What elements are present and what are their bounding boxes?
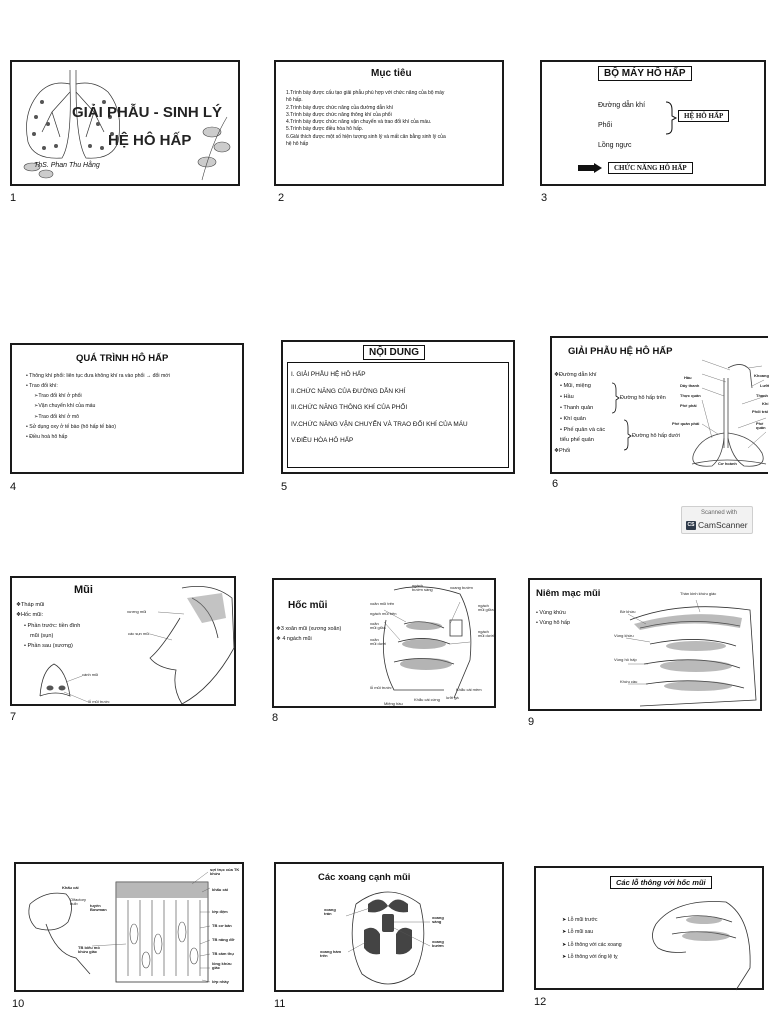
slide-9-number: 9 (528, 716, 535, 728)
slide-8: Hốc mũi ❖3 xoăn mũi (xương xoăn) ❖ 4 ngách mũi ngách bướm sàng xoang bướm xoăn mũi trên ngách mũi trên ngách mũi giữa xoăn mũi giữa xoăn mũi dưới ngách mũi dưới lỗ mũi trước lưỡi gà Miệng hầu Khẩu cái cứng Khẩu cái mềm (272, 578, 496, 708)
slide-10-olfactory-diagram (16, 864, 246, 994)
slide-11: Các xoang cạnh mũi xoang trán xoang sàng xoang bướm xoang hàm trên (274, 862, 504, 992)
slide-3-item-1: Đường dẫn khí (598, 102, 646, 109)
watermark-brand: CamScanner (698, 520, 748, 530)
slide-9-items: • Vùng khứu • Vùng hô hấp (536, 610, 570, 627)
slide-8-items: ❖3 xoăn mũi (xương xoăn) ❖ 4 ngách mũi (276, 626, 342, 643)
slide-6: GIẢI PHẪU HỆ HÔ HẤP ❖Đường dẫn khí • Mũi, miệng • Hầu • Thanh quản • Khí quản • Phế quản và các tiểu phế quản ❖Phổi Đường hô hấp trên Đường hô hấp dưới Hầu Dây thanh Thực quản Phế phải Phế quản phải Khoang Lưỡi Thanh Khí Phổi trái Phế quản Cơ hoành (550, 336, 768, 474)
slide-7-number: 7 (10, 711, 17, 723)
slide-6-title: GIẢI PHẪU HỆ HÔ HẤP (568, 346, 673, 357)
slide-1 (10, 60, 240, 186)
slide-3 (540, 60, 766, 186)
slide-3-box-system: HỆ HÔ HẤP (678, 110, 729, 122)
slide-4-number: 4 (10, 481, 17, 493)
slide-6-number: 6 (552, 478, 559, 490)
slide-9-title: Niêm mạc mũi (536, 588, 601, 599)
slide-12-items: ➤ Lỗ mũi trước ➤ Lỗ mũi sau ➤ Lỗ thông với các xoang ➤ Lỗ thông với ống lệ tỵ (562, 917, 622, 961)
slide-7-title: Mũi (74, 584, 93, 596)
slide-4 (10, 343, 244, 474)
slide-12-number: 12 (534, 996, 547, 1008)
slide-11-number: 11 (274, 998, 286, 1010)
slide-10-number: 10 (12, 998, 25, 1010)
slide-9: Niêm mạc mũi • Vùng khứu • Vùng hô hấp Bờ khứu Vùng khứu Vùng hô hấp Khứu cầu Thần kinh khứu giác (528, 578, 762, 711)
slide-8-title: Hốc mũi (288, 600, 328, 611)
slide-7-items: ❖Tháp mũi ❖Hốc mũi: • Phần trước: tiền đình mũi (sụn) • Phần sau (xương) (16, 602, 81, 650)
slide-2-objectives: 1.Trình bày được cấu tạo giải phẫu phù hợp với chức năng của bộ máy hô hấp. 2.Trình bày được chức năng của đường dẫn khí 3.Trình bày được chức năng thông khí của phổi 4.Trình bày được chức năng vận chuyển và trao đổi khí của máu. 5.Trình bày được điều hòa hô hấp. 6.Giải thích được một số hiện tượng sinh lý và mất cân bằng sinh lý của hệ hô hấp (286, 90, 446, 147)
slide-12-openings-diagram (536, 868, 766, 992)
slide-1-title-line2: HỆ HÔ HẤP (108, 132, 192, 149)
slide-5-list: I. GIẢI PHẪU HỆ HÔ HẤP II.CHỨC NĂNG CỦA ĐƯỜNG DẪN KHÍ III.CHỨC NĂNG THÔNG KHÍ CỦA PHỔI IV.CHỨC NĂNG VẬN CHUYỂN VÀ TRAO ĐỔI KHÍ CỦA MÁU V.ĐIỀU HÒA HÔ HẤP (287, 362, 509, 468)
slide-6-lower-tract: Đường hô hấp dưới (632, 433, 680, 439)
slide-3-item-2: Phổi (598, 122, 613, 129)
slide-5-number: 5 (281, 481, 288, 493)
slide-4-title: QUÁ TRÌNH HÔ HẤP (76, 353, 169, 364)
slide-8-number: 8 (272, 712, 279, 724)
camscanner-logo-icon: CS (687, 522, 695, 528)
slide-4-items: • Thông khí phổi: liên tục đưa không khí ra vào phổi → đổi mới • Trao đổi khí: ➢Trao đổi khí ở phổi ➢Vận chuyển khí của máu ➢Trao đổi khí ở mô • Sử dụng oxy ở tế bào (hô hấp tế bào) • Điều hoà hô hấp (26, 373, 170, 440)
slide-5 (281, 340, 515, 474)
slide-11-title: Các xoang cạnh mũi (318, 872, 411, 883)
slide-7: Mũi ❖Tháp mũi ❖Hốc mũi: • Phần trước: tiền đình mũi (sụn) • Phần sau (xương) xương mũi các sụn mũi cánh mũi lỗ mũi trước (10, 576, 236, 706)
slide-3-title: BỘ MÁY HÔ HẤP (598, 66, 692, 81)
slide-11-sinus-face-diagram (276, 864, 506, 994)
slide-3-item-3: Lồng ngực (598, 142, 632, 149)
slide-5-title: NỘI DUNG (363, 345, 425, 360)
slide-12-title: Các lỗ thông với hốc mũi (610, 876, 712, 889)
camscanner-watermark (681, 506, 753, 534)
slide-7-nose-diagram (12, 578, 238, 708)
slide-9-mucosa-diagram (530, 580, 764, 713)
slide-6-diagram (552, 338, 770, 476)
slide-2-number: 2 (278, 192, 285, 204)
slide-3-number: 3 (541, 192, 548, 204)
watermark-caption: Scanned with (700, 510, 738, 516)
slide-2-title: Mục tiêu (371, 68, 412, 79)
slide-6-items: ❖Đường dẫn khí • Mũi, miệng • Hầu • Thanh quản • Khí quản • Phế quản và các tiểu phế quản ❖Phổi (554, 372, 606, 455)
slide-10: Khẩu cái Olfactory bulb tuyến Bowman sợi trục của TK khứu khẩu cái lớp đệm TB cơ bản TB nâng đỡ TB cảm thụ lông khứu giác lớp nhầy TB biểu mô khứu giác (14, 862, 244, 992)
slide-3-box-function: CHỨC NĂNG HÔ HẤP (608, 162, 693, 174)
slide-1-author: ThS. Phan Thu Hằng (34, 162, 100, 169)
slide-1-title-line1: GIẢI PHẪU - SINH LÝ (72, 104, 223, 121)
slide-1-number: 1 (10, 192, 17, 204)
slide-2 (274, 60, 504, 186)
slide-6-upper-tract: Đường hô hấp trên (620, 395, 666, 401)
slide-12 (534, 866, 764, 990)
